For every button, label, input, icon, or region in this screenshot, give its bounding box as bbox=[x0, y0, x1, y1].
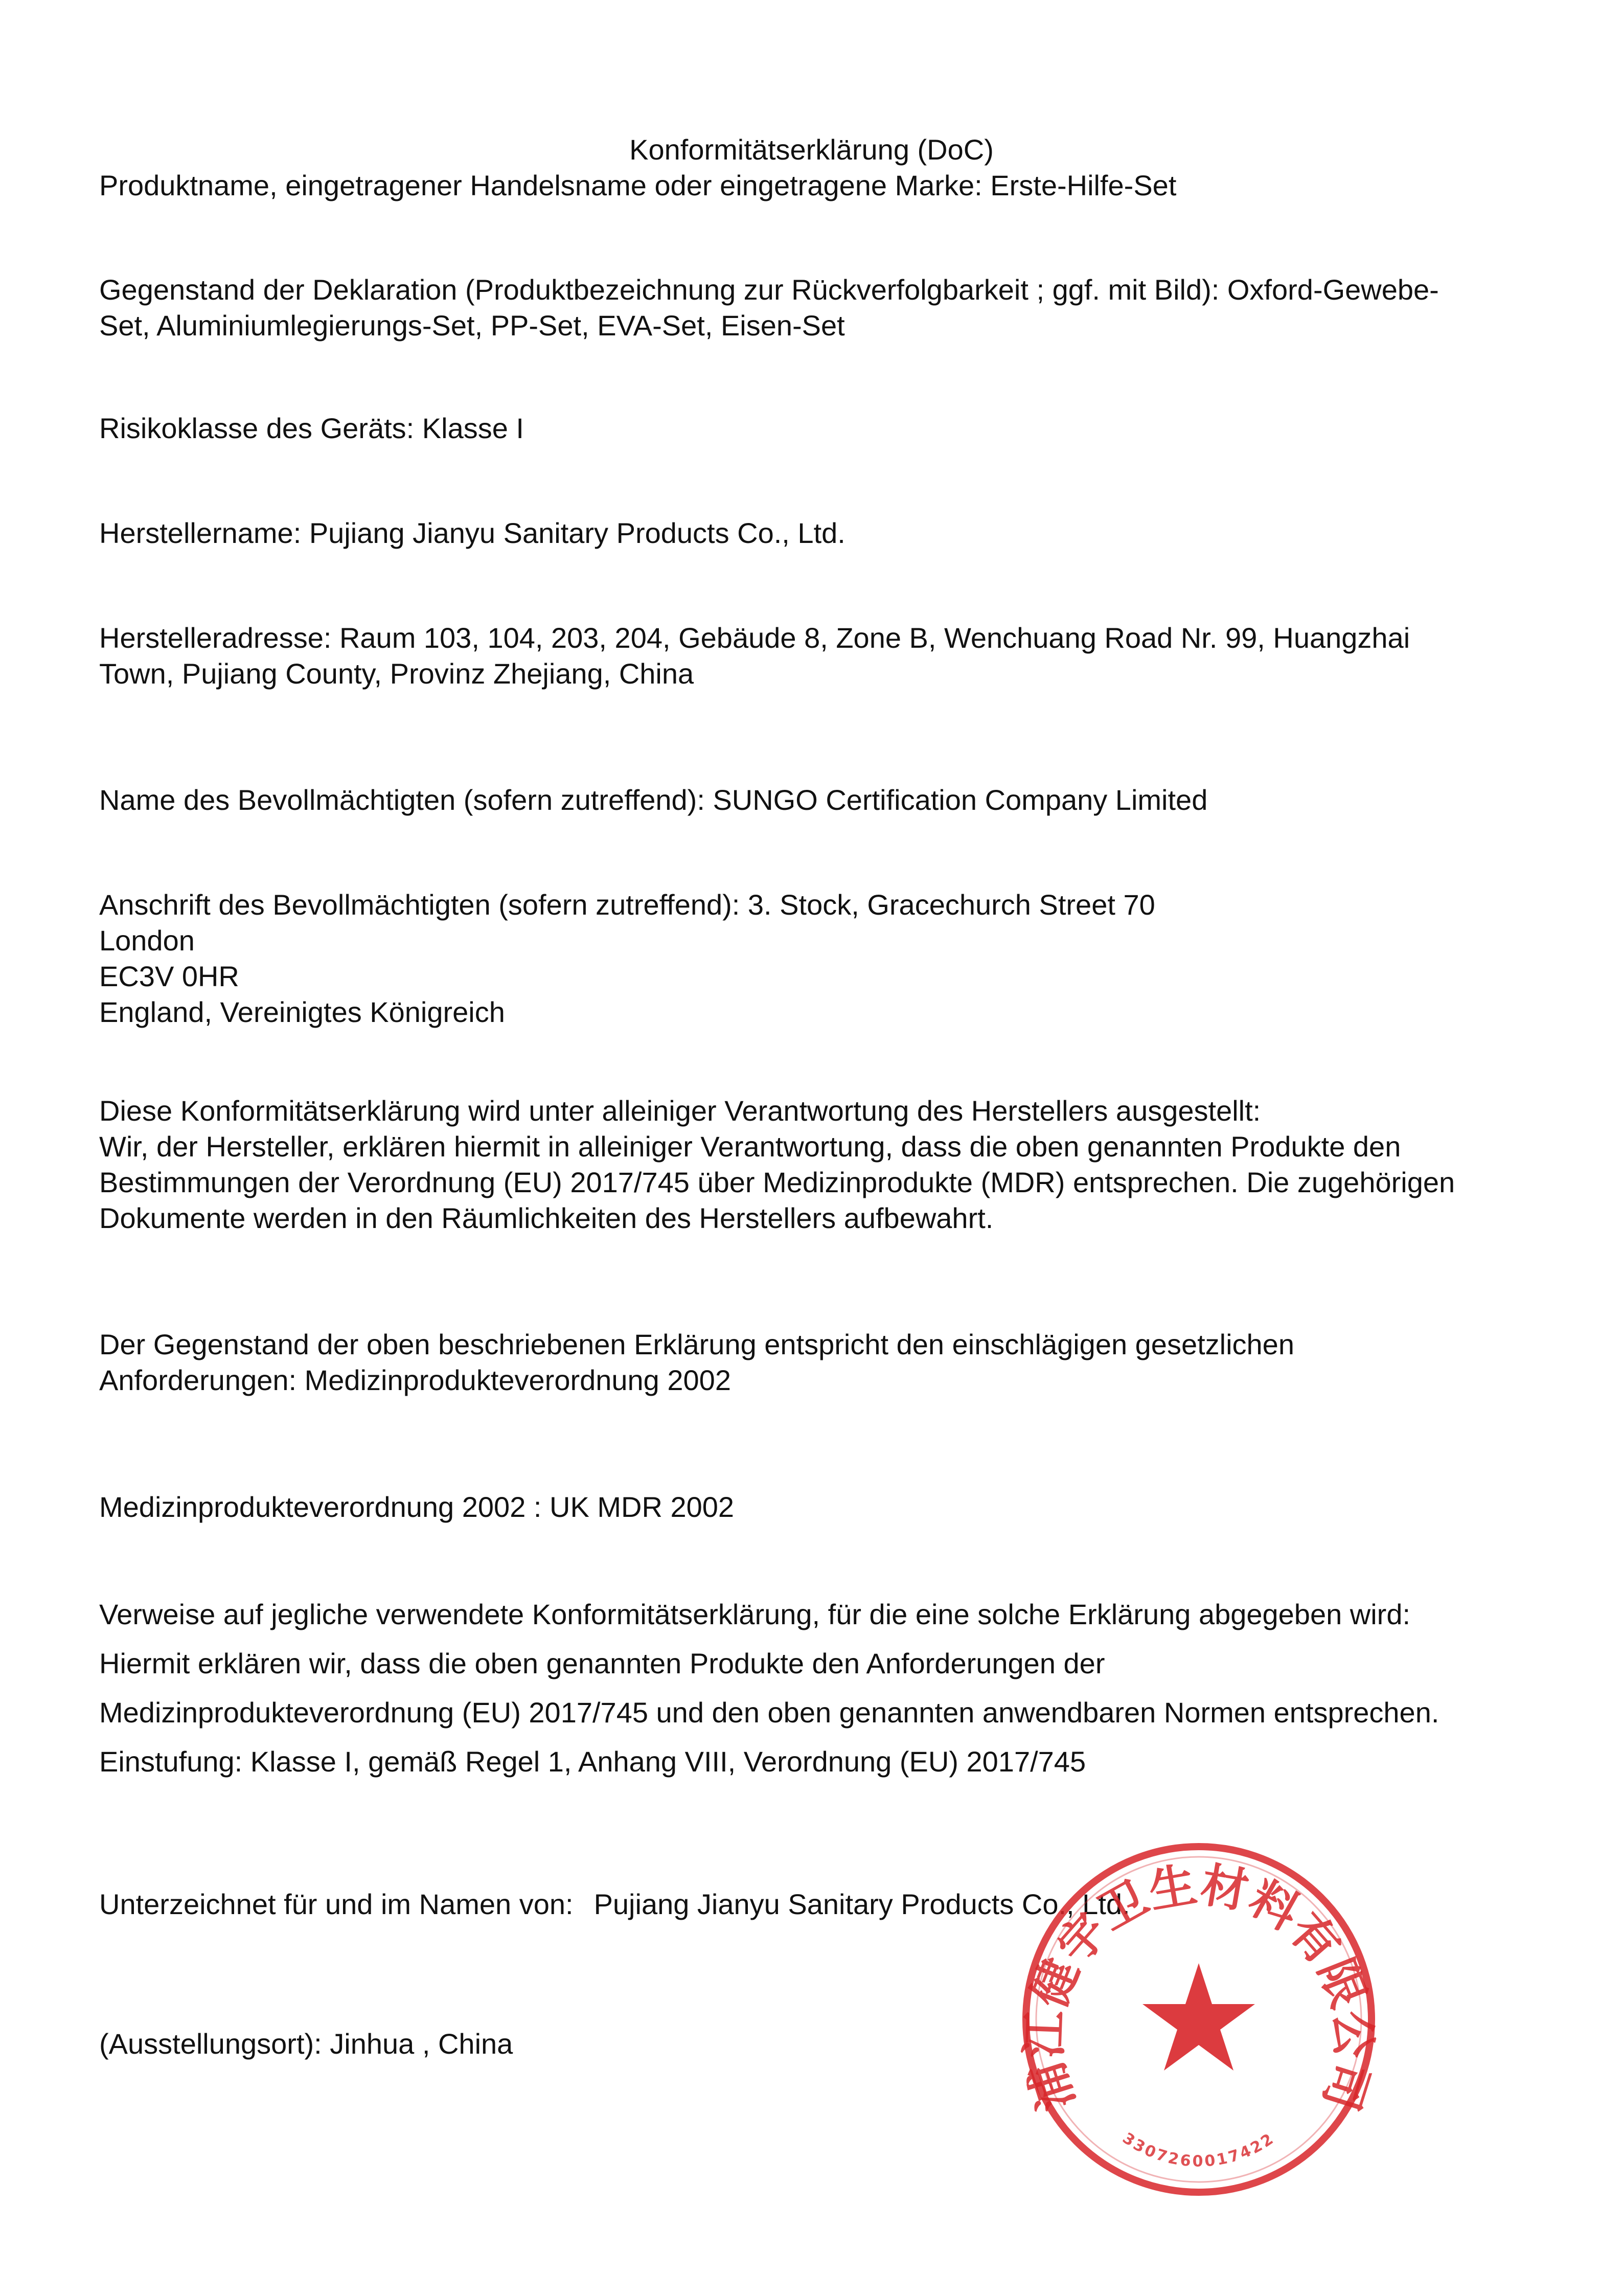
declaration-line: Dokumente werden in den Räumlichkeiten des Herstellers aufbewahrt. bbox=[99, 1202, 994, 1234]
responsibility-declaration bbox=[99, 1093, 1541, 1236]
reference-line: Einstufung: Klasse I, gemäß Regel 1, Anhang VIII, Verordnung (EU) 2017/745 bbox=[99, 1745, 1086, 1778]
rep-address-line: England, Vereinigtes Königreich bbox=[99, 996, 505, 1028]
address-line: Town, Pujiang County, Provinz Zhejiang, China bbox=[99, 657, 694, 690]
company-seal-stamp bbox=[1015, 1835, 1383, 2203]
signed-company: Pujiang Jianyu Sanitary Products Co., Ltd. bbox=[593, 1888, 1130, 1920]
seal-company-text: 浦江健宇卫生材料有限公司 bbox=[1016, 1857, 1381, 2117]
reference-line: Verweise auf jegliche verwendete Konformitätserklärung, für die eine solche Erklärung abgegeben wird: bbox=[99, 1598, 1411, 1630]
declaration-line: Bestimmungen der Verordnung (EU) 2017/745 über Medizinprodukte (MDR) entsprechen. Die zugehörigen bbox=[99, 1166, 1455, 1198]
conformity-references bbox=[99, 1590, 1541, 1786]
reference-line: Hiermit erklären wir, dass die oben genannten Produkte den Anforderungen der bbox=[99, 1647, 1105, 1679]
declaration-line: Wir, der Hersteller, erklären hiermit in alleiniger Verantwortung, dass die oben genannten Produkte den bbox=[99, 1130, 1401, 1163]
requirements-statement bbox=[99, 1327, 1541, 1398]
rep-address-line: Anschrift des Bevollmächtigten (sofern zutreffend): 3. Stock, Gracechurch Street 70 bbox=[99, 889, 1155, 921]
signed-label: Unterzeichnet für und im Namen von: bbox=[99, 1888, 574, 1920]
requirements-line: Der Gegenstand der oben beschriebenen Erklärung entspricht den einschlägigen gesetzlichen bbox=[99, 1328, 1294, 1360]
manufacturer-address bbox=[99, 620, 1541, 692]
subject-line: Set, Aluminiumlegierungs-Set, PP-Set, EVA-Set, Eisen-Set bbox=[99, 309, 845, 342]
authorized-rep-address bbox=[99, 887, 1541, 1030]
risk-class: Risikoklasse des Geräts: Klasse I bbox=[99, 412, 524, 444]
place-of-issue: (Ausstellungsort): Jinhua , China bbox=[99, 2028, 513, 2060]
subject-line: Gegenstand der Deklaration (Produktbezeichnung zur Rückverfolgbarkeit ; ggf. mit Bild): Oxford-Gewebe- bbox=[99, 274, 1439, 306]
reference-line: Medizinprodukteverordnung (EU) 2017/745 und den oben genannten anwendbaren Normen entsprechen. bbox=[99, 1696, 1439, 1729]
seal-star-icon bbox=[1142, 1963, 1255, 2071]
manufacturer-name: Herstellername: Pujiang Jianyu Sanitary Products Co., Ltd. bbox=[99, 517, 845, 549]
regulation-reference: Medizinprodukteverordnung 2002 : UK MDR 2002 bbox=[99, 1491, 735, 1523]
document-title: Konformitätserklärung (DoC) bbox=[629, 133, 994, 166]
rep-address-line: London bbox=[99, 924, 195, 957]
declaration-subject bbox=[99, 272, 1541, 344]
requirements-line: Anforderungen: Medizinprodukteverordnung 2002 bbox=[99, 1364, 731, 1396]
authorized-rep-name: Name des Bevollmächtigten (sofern zutreffend): SUNGO Certification Company Limited bbox=[99, 784, 1208, 816]
product-name: Produktname, eingetragener Handelsname oder eingetragene Marke: Erste-Hilfe-Set bbox=[99, 169, 1177, 201]
address-line: Herstelleradresse: Raum 103, 104, 203, 204, Gebäude 8, Zone B, Wenchuang Road Nr. 99, Huangzhai bbox=[99, 622, 1410, 654]
declaration-line: Diese Konformitätserklärung wird unter alleiniger Verantwortung des Herstellers ausgestellt: bbox=[99, 1095, 1261, 1127]
rep-address-line: EC3V 0HR bbox=[99, 960, 239, 992]
seal-number-text: 3307260017422 bbox=[1119, 2129, 1278, 2171]
